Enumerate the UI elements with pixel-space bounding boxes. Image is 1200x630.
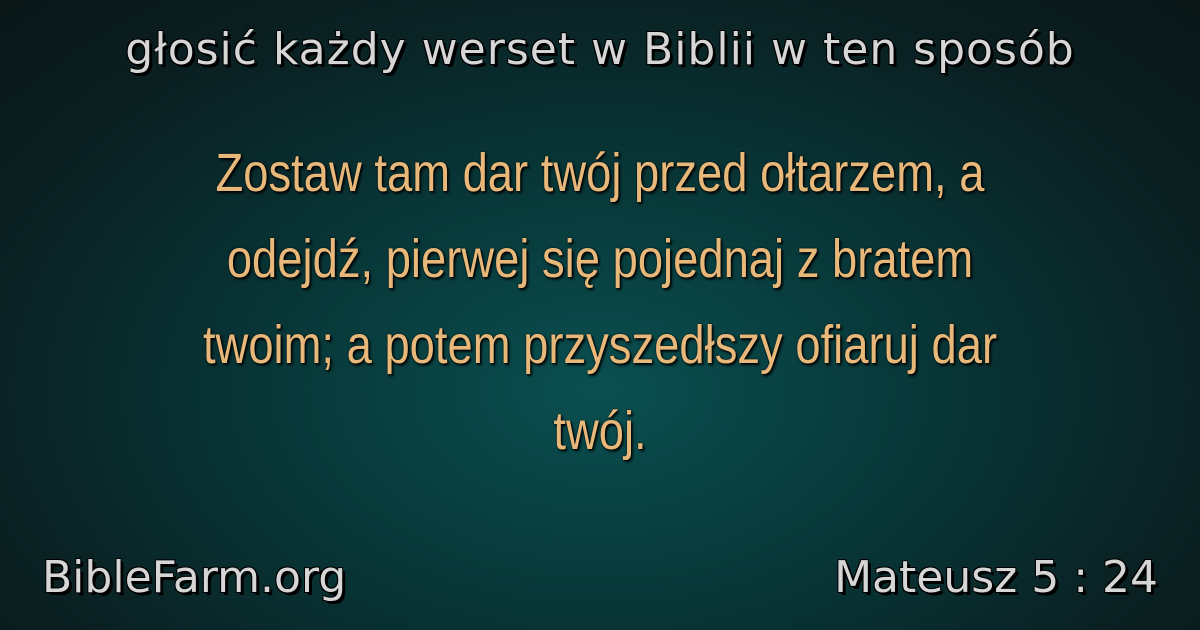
verse-text: Zostaw tam dar twój przed ołtarzem, a odejdź, pierwej się pojednaj z bratem twoim; a potem przyszedłszy ofiaruj dar twój. (202, 143, 998, 461)
verse-reference: Mateusz 5 : 24 (834, 552, 1158, 603)
site-name: BibleFarm.org (42, 552, 347, 603)
tagline-header: głosić każdy werset w Biblii w ten sposób (125, 24, 1075, 75)
